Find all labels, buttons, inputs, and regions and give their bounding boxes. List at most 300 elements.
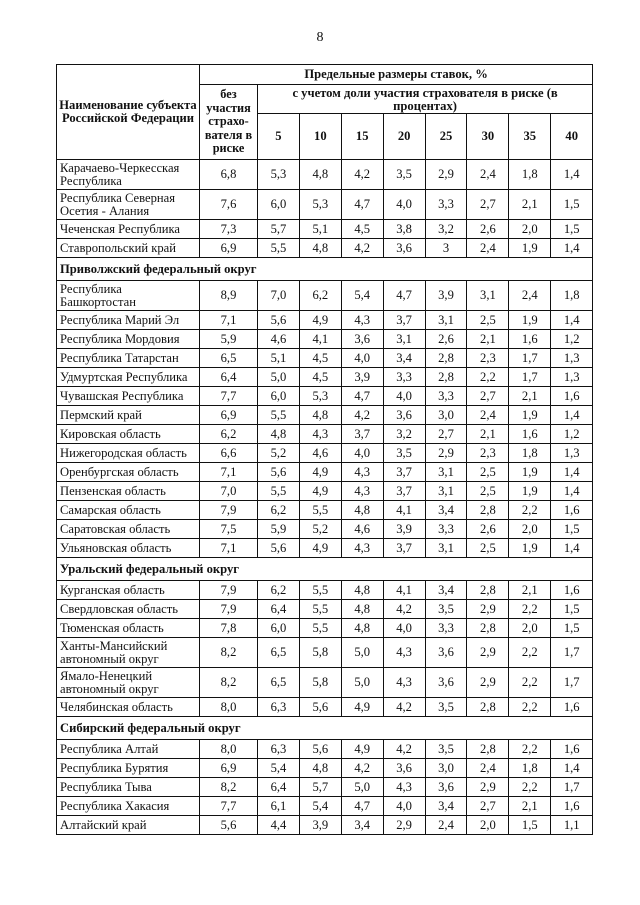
rate-with-share: 1,9 bbox=[509, 311, 551, 330]
header-percent: 10 bbox=[299, 114, 341, 160]
region-name: Республика Бурятия bbox=[57, 759, 200, 778]
rate-with-share: 3,1 bbox=[383, 330, 425, 349]
rate-with-share: 4,8 bbox=[299, 239, 341, 258]
rate-with-share: 4,2 bbox=[383, 600, 425, 619]
rate-with-share: 4,8 bbox=[341, 600, 383, 619]
table-row bbox=[57, 463, 593, 482]
rate-with-share: 4,2 bbox=[341, 759, 383, 778]
rate-no-participation: 5,9 bbox=[200, 330, 258, 349]
rate-no-participation: 7,6 bbox=[200, 190, 258, 220]
rate-with-share: 2,7 bbox=[467, 797, 509, 816]
rate-with-share: 1,4 bbox=[551, 311, 593, 330]
rate-with-share: 3,3 bbox=[383, 368, 425, 387]
rate-with-share: 2,5 bbox=[467, 539, 509, 558]
rate-no-participation: 7,1 bbox=[200, 539, 258, 558]
header-with-share: с учетом доли участия страхователя в риске (в процентах) bbox=[258, 85, 593, 114]
table-row bbox=[57, 425, 593, 444]
insurance-rates-table bbox=[56, 64, 593, 835]
rate-with-share: 4,8 bbox=[299, 160, 341, 190]
rate-with-share: 1,7 bbox=[551, 778, 593, 797]
rate-with-share: 6,0 bbox=[258, 387, 300, 406]
region-name: Республика Башкортостан bbox=[57, 281, 200, 311]
rate-with-share: 1,9 bbox=[509, 239, 551, 258]
rate-no-participation: 8,2 bbox=[200, 778, 258, 797]
rate-with-share: 3,4 bbox=[425, 501, 467, 520]
rate-with-share: 3,3 bbox=[425, 619, 467, 638]
rate-with-share: 1,6 bbox=[551, 740, 593, 759]
rate-with-share: 4,8 bbox=[299, 406, 341, 425]
rate-with-share: 4,3 bbox=[299, 425, 341, 444]
rate-with-share: 5,0 bbox=[341, 638, 383, 668]
table-row bbox=[57, 501, 593, 520]
rate-with-share: 3,9 bbox=[341, 368, 383, 387]
table-row bbox=[57, 759, 593, 778]
table-row bbox=[57, 482, 593, 501]
rate-with-share: 2,2 bbox=[467, 368, 509, 387]
table-row bbox=[57, 406, 593, 425]
rate-with-share: 2,8 bbox=[467, 698, 509, 717]
header-percent: 35 bbox=[509, 114, 551, 160]
rate-with-share: 3,6 bbox=[341, 330, 383, 349]
rate-with-share: 4,9 bbox=[299, 311, 341, 330]
rate-no-participation: 7,1 bbox=[200, 311, 258, 330]
rate-with-share: 1,7 bbox=[509, 368, 551, 387]
table-row bbox=[57, 311, 593, 330]
rate-with-share: 4,1 bbox=[299, 330, 341, 349]
rate-with-share: 1,6 bbox=[551, 387, 593, 406]
rate-with-share: 4,9 bbox=[341, 698, 383, 717]
rate-with-share: 2,8 bbox=[467, 501, 509, 520]
rate-with-share: 2,0 bbox=[509, 220, 551, 239]
rate-with-share: 1,5 bbox=[551, 619, 593, 638]
rate-with-share: 4,6 bbox=[341, 520, 383, 539]
page-number: 8 bbox=[316, 30, 324, 45]
region-name: Ставропольский край bbox=[57, 239, 200, 258]
rate-with-share: 1,6 bbox=[551, 501, 593, 520]
region-name: Республика Тыва bbox=[57, 778, 200, 797]
rate-with-share: 2,9 bbox=[467, 638, 509, 668]
rate-with-share: 5,5 bbox=[299, 501, 341, 520]
rate-with-share: 2,6 bbox=[467, 220, 509, 239]
rate-with-share: 3,0 bbox=[425, 759, 467, 778]
rate-with-share: 3,1 bbox=[425, 311, 467, 330]
rate-with-share: 2,9 bbox=[425, 444, 467, 463]
rate-with-share: 4,9 bbox=[299, 539, 341, 558]
rate-with-share: 4,2 bbox=[341, 239, 383, 258]
table-row bbox=[57, 239, 593, 258]
rate-with-share: 5,0 bbox=[258, 368, 300, 387]
rate-with-share: 1,6 bbox=[551, 698, 593, 717]
rate-no-participation: 7,9 bbox=[200, 600, 258, 619]
rate-with-share: 4,7 bbox=[341, 190, 383, 220]
region-name: Республика Алтай bbox=[57, 740, 200, 759]
district-name: Приволжский федеральный округ bbox=[57, 258, 593, 281]
rate-with-share: 1,3 bbox=[551, 444, 593, 463]
rate-no-participation: 8,0 bbox=[200, 740, 258, 759]
rate-with-share: 5,6 bbox=[258, 539, 300, 558]
rate-with-share: 5,5 bbox=[299, 619, 341, 638]
rate-with-share: 1,6 bbox=[509, 330, 551, 349]
rate-with-share: 4,0 bbox=[383, 619, 425, 638]
rate-with-share: 3,7 bbox=[383, 311, 425, 330]
rate-with-share: 5,2 bbox=[258, 444, 300, 463]
header-region-name: Наименование субъекта Российской Федерации bbox=[57, 65, 200, 160]
rate-with-share: 2,2 bbox=[509, 638, 551, 668]
rate-with-share: 4,7 bbox=[383, 281, 425, 311]
rate-with-share: 3,2 bbox=[383, 425, 425, 444]
rate-with-share: 3,9 bbox=[383, 520, 425, 539]
rate-with-share: 5,9 bbox=[258, 520, 300, 539]
rate-with-share: 6,0 bbox=[258, 190, 300, 220]
header-percent: 30 bbox=[467, 114, 509, 160]
table-row bbox=[57, 600, 593, 619]
rate-with-share: 3,3 bbox=[425, 190, 467, 220]
region-name: Курганская область bbox=[57, 581, 200, 600]
region-name: Ульяновская область bbox=[57, 539, 200, 558]
rate-with-share: 6,1 bbox=[258, 797, 300, 816]
rate-with-share: 2,4 bbox=[467, 759, 509, 778]
rate-with-share: 1,4 bbox=[551, 463, 593, 482]
region-name: Тюменская область bbox=[57, 619, 200, 638]
rate-with-share: 5,5 bbox=[299, 600, 341, 619]
rate-with-share: 3,7 bbox=[341, 425, 383, 444]
table-row bbox=[57, 444, 593, 463]
rate-with-share: 1,5 bbox=[551, 220, 593, 239]
rate-with-share: 4,6 bbox=[258, 330, 300, 349]
rate-with-share: 3,6 bbox=[383, 406, 425, 425]
header-percent: 15 bbox=[341, 114, 383, 160]
region-name: Чувашская Республика bbox=[57, 387, 200, 406]
table-row bbox=[57, 581, 593, 600]
rate-with-share: 6,4 bbox=[258, 778, 300, 797]
rate-with-share: 1,4 bbox=[551, 482, 593, 501]
rate-with-share: 2,0 bbox=[467, 816, 509, 835]
rate-with-share: 2,5 bbox=[467, 482, 509, 501]
rate-with-share: 5,1 bbox=[299, 220, 341, 239]
region-name: Удмуртская Республика bbox=[57, 368, 200, 387]
rate-with-share: 2,5 bbox=[467, 311, 509, 330]
rate-with-share: 4,8 bbox=[341, 581, 383, 600]
rate-with-share: 3,1 bbox=[425, 463, 467, 482]
rate-with-share: 2,1 bbox=[467, 425, 509, 444]
rate-no-participation: 6,6 bbox=[200, 444, 258, 463]
rate-with-share: 5,5 bbox=[299, 581, 341, 600]
rate-no-participation: 8,2 bbox=[200, 638, 258, 668]
rate-no-participation: 7,7 bbox=[200, 797, 258, 816]
rate-with-share: 3,5 bbox=[383, 160, 425, 190]
rate-with-share: 4,7 bbox=[341, 387, 383, 406]
rate-with-share: 1,7 bbox=[551, 638, 593, 668]
rate-with-share: 7,0 bbox=[258, 281, 300, 311]
table-row bbox=[57, 698, 593, 717]
rate-with-share: 2,1 bbox=[509, 797, 551, 816]
rate-no-participation: 6,9 bbox=[200, 759, 258, 778]
rate-with-share: 6,4 bbox=[258, 600, 300, 619]
rate-with-share: 4,3 bbox=[383, 638, 425, 668]
rate-no-participation: 8,0 bbox=[200, 698, 258, 717]
rate-no-participation: 6,8 bbox=[200, 160, 258, 190]
rate-with-share: 4,5 bbox=[341, 220, 383, 239]
rate-with-share: 1,4 bbox=[551, 239, 593, 258]
region-name: Самарская область bbox=[57, 501, 200, 520]
rate-with-share: 2,6 bbox=[425, 330, 467, 349]
rate-no-participation: 7,9 bbox=[200, 581, 258, 600]
region-name: Пермский край bbox=[57, 406, 200, 425]
rate-with-share: 3,4 bbox=[425, 581, 467, 600]
rate-with-share: 1,1 bbox=[551, 816, 593, 835]
rate-with-share: 1,5 bbox=[551, 520, 593, 539]
rate-with-share: 5,0 bbox=[341, 778, 383, 797]
rate-with-share: 1,8 bbox=[509, 444, 551, 463]
rate-with-share: 5,5 bbox=[258, 406, 300, 425]
table-row bbox=[57, 281, 593, 311]
rate-with-share: 2,8 bbox=[425, 349, 467, 368]
rate-with-share: 6,2 bbox=[299, 281, 341, 311]
rate-with-share: 5,4 bbox=[341, 281, 383, 311]
rate-with-share: 4,8 bbox=[341, 619, 383, 638]
rate-with-share: 1,8 bbox=[509, 160, 551, 190]
rate-with-share: 4,3 bbox=[341, 482, 383, 501]
rate-with-share: 1,2 bbox=[551, 425, 593, 444]
region-name: Республика Хакасия bbox=[57, 797, 200, 816]
rate-with-share: 6,0 bbox=[258, 619, 300, 638]
table-row bbox=[57, 740, 593, 759]
rate-with-share: 3,5 bbox=[425, 600, 467, 619]
header-percent: 20 bbox=[383, 114, 425, 160]
rate-with-share: 5,4 bbox=[299, 797, 341, 816]
table-row bbox=[57, 368, 593, 387]
rate-with-share: 2,2 bbox=[509, 698, 551, 717]
rate-with-share: 2,8 bbox=[425, 368, 467, 387]
rate-with-share: 2,2 bbox=[509, 778, 551, 797]
rate-with-share: 5,7 bbox=[299, 778, 341, 797]
rate-with-share: 2,7 bbox=[467, 190, 509, 220]
rate-with-share: 1,6 bbox=[509, 425, 551, 444]
rate-with-share: 3,6 bbox=[425, 778, 467, 797]
region-name: Саратовская область bbox=[57, 520, 200, 539]
rate-with-share: 1,2 bbox=[551, 330, 593, 349]
table-row bbox=[57, 330, 593, 349]
region-name: Челябинская область bbox=[57, 698, 200, 717]
table-row bbox=[57, 539, 593, 558]
table-row bbox=[57, 220, 593, 239]
table-row bbox=[57, 349, 593, 368]
rate-no-participation: 7,8 bbox=[200, 619, 258, 638]
rate-with-share: 3,1 bbox=[467, 281, 509, 311]
rate-no-participation: 7,7 bbox=[200, 387, 258, 406]
rate-with-share: 6,2 bbox=[258, 581, 300, 600]
rate-with-share: 4,2 bbox=[341, 160, 383, 190]
region-name: Республика Марий Эл bbox=[57, 311, 200, 330]
table-row bbox=[57, 190, 593, 220]
rate-with-share: 1,4 bbox=[551, 406, 593, 425]
rate-with-share: 4,6 bbox=[299, 444, 341, 463]
rate-with-share: 1,6 bbox=[551, 581, 593, 600]
rate-with-share: 3,1 bbox=[425, 482, 467, 501]
table-header bbox=[57, 65, 593, 160]
table-body bbox=[57, 160, 593, 835]
table-row bbox=[57, 619, 593, 638]
district-row bbox=[57, 558, 593, 581]
rate-with-share: 3,5 bbox=[425, 740, 467, 759]
rate-with-share: 5,5 bbox=[258, 482, 300, 501]
rate-with-share: 1,5 bbox=[551, 600, 593, 619]
region-name: Алтайский край bbox=[57, 816, 200, 835]
rate-with-share: 4,8 bbox=[341, 501, 383, 520]
rate-no-participation: 8,9 bbox=[200, 281, 258, 311]
region-name: Республика Северная Осетия - Алания bbox=[57, 190, 200, 220]
rate-with-share: 2,9 bbox=[425, 160, 467, 190]
district-name: Сибирский федеральный округ bbox=[57, 717, 593, 740]
rate-with-share: 1,7 bbox=[509, 349, 551, 368]
rate-with-share: 3,7 bbox=[383, 539, 425, 558]
rate-with-share: 4,3 bbox=[341, 539, 383, 558]
rate-with-share: 4,2 bbox=[383, 698, 425, 717]
rate-with-share: 3,6 bbox=[425, 638, 467, 668]
region-name: Ямало-Ненецкий автономный округ bbox=[57, 668, 200, 698]
rate-no-participation: 8,2 bbox=[200, 668, 258, 698]
rate-with-share: 5,3 bbox=[299, 387, 341, 406]
rate-with-share: 6,3 bbox=[258, 698, 300, 717]
rate-with-share: 3,7 bbox=[383, 482, 425, 501]
rate-with-share: 2,0 bbox=[509, 520, 551, 539]
rate-with-share: 3,6 bbox=[425, 668, 467, 698]
rate-with-share: 3 bbox=[425, 239, 467, 258]
rate-with-share: 3,2 bbox=[425, 220, 467, 239]
table-row bbox=[57, 520, 593, 539]
header-rates-title: Предельные размеры ставок, % bbox=[200, 65, 593, 85]
rate-with-share: 1,4 bbox=[551, 539, 593, 558]
rate-with-share: 4,2 bbox=[383, 740, 425, 759]
rate-with-share: 4,3 bbox=[341, 463, 383, 482]
rate-with-share: 2,3 bbox=[467, 349, 509, 368]
rate-with-share: 4,0 bbox=[383, 387, 425, 406]
region-name: Республика Татарстан bbox=[57, 349, 200, 368]
district-row bbox=[57, 717, 593, 740]
rate-with-share: 2,5 bbox=[467, 463, 509, 482]
rate-with-share: 2,1 bbox=[467, 330, 509, 349]
rate-with-share: 2,8 bbox=[467, 740, 509, 759]
rate-with-share: 4,9 bbox=[299, 463, 341, 482]
table-row bbox=[57, 797, 593, 816]
rate-no-participation: 6,4 bbox=[200, 368, 258, 387]
rate-with-share: 3,9 bbox=[425, 281, 467, 311]
rate-with-share: 2,0 bbox=[509, 619, 551, 638]
rate-with-share: 6,3 bbox=[258, 740, 300, 759]
rate-with-share: 3,1 bbox=[425, 539, 467, 558]
table-row bbox=[57, 638, 593, 668]
rate-no-participation: 7,9 bbox=[200, 501, 258, 520]
rate-no-participation: 6,9 bbox=[200, 239, 258, 258]
rate-with-share: 4,0 bbox=[341, 444, 383, 463]
header-percent: 5 bbox=[258, 114, 300, 160]
rate-with-share: 3,7 bbox=[383, 463, 425, 482]
rate-with-share: 6,5 bbox=[258, 638, 300, 668]
rate-with-share: 2,2 bbox=[509, 740, 551, 759]
header-no-participation: без участия страхо-вателя в риске bbox=[200, 85, 258, 160]
rate-with-share: 2,2 bbox=[509, 501, 551, 520]
region-name: Нижегородская область bbox=[57, 444, 200, 463]
rate-with-share: 4,0 bbox=[341, 349, 383, 368]
rate-with-share: 5,0 bbox=[341, 668, 383, 698]
rate-with-share: 4,7 bbox=[341, 797, 383, 816]
rate-with-share: 3,9 bbox=[299, 816, 341, 835]
rate-with-share: 3,6 bbox=[383, 239, 425, 258]
rate-with-share: 4,1 bbox=[383, 581, 425, 600]
table-row bbox=[57, 668, 593, 698]
rate-with-share: 1,3 bbox=[551, 349, 593, 368]
rate-with-share: 2,4 bbox=[509, 281, 551, 311]
rate-with-share: 5,6 bbox=[258, 311, 300, 330]
rate-with-share: 2,2 bbox=[509, 668, 551, 698]
rate-no-participation: 6,9 bbox=[200, 406, 258, 425]
rate-with-share: 2,4 bbox=[467, 406, 509, 425]
rate-with-share: 4,5 bbox=[299, 368, 341, 387]
rate-with-share: 3,3 bbox=[425, 520, 467, 539]
rate-with-share: 4,3 bbox=[341, 311, 383, 330]
rate-with-share: 1,7 bbox=[551, 668, 593, 698]
rate-no-participation: 5,6 bbox=[200, 816, 258, 835]
rate-with-share: 3,4 bbox=[425, 797, 467, 816]
rate-with-share: 3,6 bbox=[383, 759, 425, 778]
rate-with-share: 1,8 bbox=[551, 281, 593, 311]
rate-with-share: 1,6 bbox=[551, 797, 593, 816]
table-row bbox=[57, 160, 593, 190]
rate-with-share: 2,8 bbox=[467, 581, 509, 600]
rate-with-share: 3,0 bbox=[425, 406, 467, 425]
rate-with-share: 2,7 bbox=[425, 425, 467, 444]
rate-with-share: 5,4 bbox=[258, 759, 300, 778]
rate-no-participation: 6,2 bbox=[200, 425, 258, 444]
rate-with-share: 5,6 bbox=[299, 740, 341, 759]
region-name: Карачаево-Черкесская Республика bbox=[57, 160, 200, 190]
rate-with-share: 1,4 bbox=[551, 759, 593, 778]
rate-with-share: 2,4 bbox=[425, 816, 467, 835]
header-percent: 25 bbox=[425, 114, 467, 160]
rate-with-share: 2,2 bbox=[509, 600, 551, 619]
rate-with-share: 2,4 bbox=[467, 239, 509, 258]
district-row bbox=[57, 258, 593, 281]
rate-with-share: 5,2 bbox=[299, 520, 341, 539]
rate-with-share: 3,3 bbox=[425, 387, 467, 406]
rate-with-share: 4,9 bbox=[341, 740, 383, 759]
district-name: Уральский федеральный округ bbox=[57, 558, 593, 581]
rate-with-share: 5,3 bbox=[258, 160, 300, 190]
rate-with-share: 1,9 bbox=[509, 539, 551, 558]
rate-with-share: 4,5 bbox=[299, 349, 341, 368]
rate-with-share: 4,2 bbox=[341, 406, 383, 425]
rate-with-share: 1,9 bbox=[509, 406, 551, 425]
rate-no-participation: 7,1 bbox=[200, 463, 258, 482]
rate-with-share: 2,3 bbox=[467, 444, 509, 463]
table-row bbox=[57, 778, 593, 797]
rate-with-share: 2,9 bbox=[467, 600, 509, 619]
rate-with-share: 2,4 bbox=[467, 160, 509, 190]
region-name: Пензенская область bbox=[57, 482, 200, 501]
rate-with-share: 1,9 bbox=[509, 463, 551, 482]
rate-no-participation: 6,5 bbox=[200, 349, 258, 368]
region-name: Ханты-Мансийский автономный округ bbox=[57, 638, 200, 668]
rate-with-share: 4,1 bbox=[383, 501, 425, 520]
rate-with-share: 1,8 bbox=[509, 759, 551, 778]
rate-with-share: 5,3 bbox=[299, 190, 341, 220]
region-name: Чеченская Республика bbox=[57, 220, 200, 239]
region-name: Оренбургская область bbox=[57, 463, 200, 482]
rate-with-share: 2,9 bbox=[467, 668, 509, 698]
rate-with-share: 4,8 bbox=[299, 759, 341, 778]
rate-with-share: 2,6 bbox=[467, 520, 509, 539]
rate-with-share: 2,9 bbox=[383, 816, 425, 835]
